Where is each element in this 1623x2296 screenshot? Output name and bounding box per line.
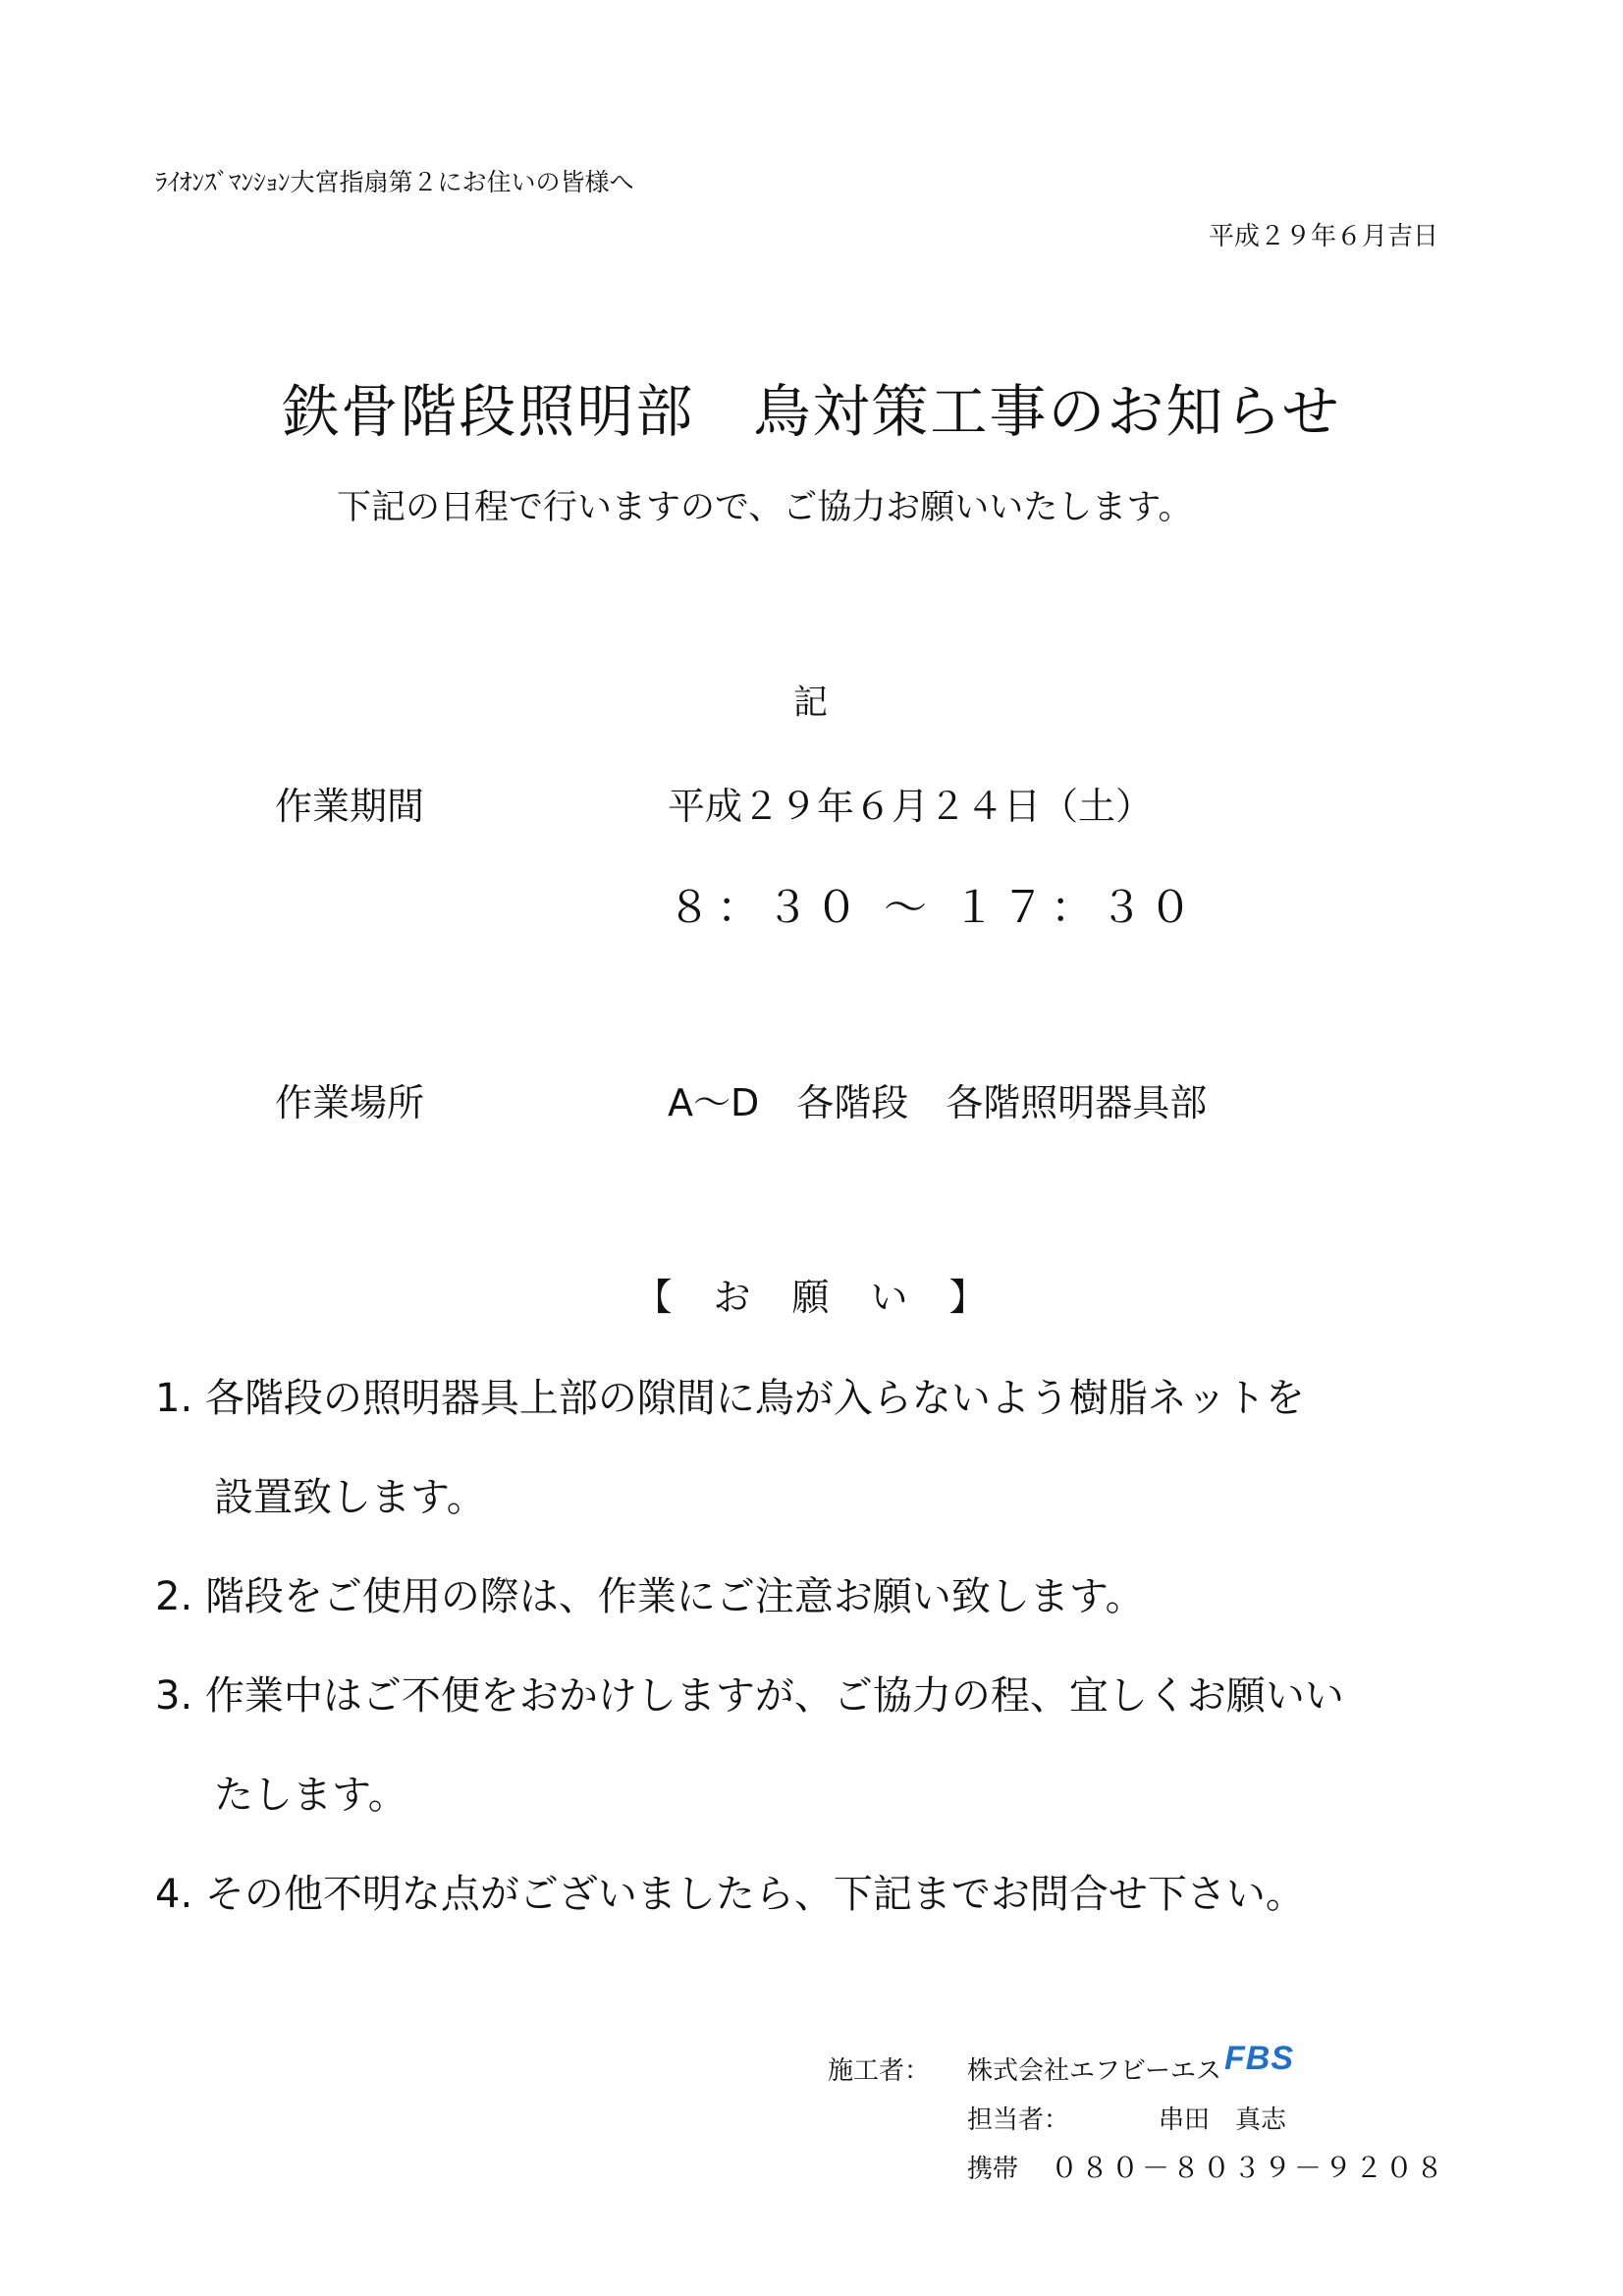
addressee-line: ﾗｲｵﾝｽﾞﾏﾝｼｮﾝ大宮指扇第２にお住いの皆様へ: [155, 168, 634, 196]
requests-heading: 【 お 願 い 】: [634, 1276, 989, 1319]
request-item-2: 2. 階段をご使用の際は、作業にご注意お願い致します。: [155, 1574, 1145, 1619]
intro-text: 下記の日程で行いますので、ご協力お願いいたします。: [337, 488, 1193, 527]
company-name: 株式会社エフビーエス: [967, 2056, 1221, 2086]
work-period-label: 作業期間: [275, 785, 425, 828]
contractor-label: 施工者：: [828, 2056, 931, 2086]
request-item-1: 1. 各階段の照明器具上部の隙間に鳥が入らないよう樹脂ネットを: [155, 1376, 1305, 1421]
mobile-number: ０８０－８０３９－９２０８: [1051, 2152, 1447, 2184]
work-period-date: 平成２９年６月２４日（土）: [668, 785, 1154, 828]
work-period-time: ８：３０ ～ １７：３０: [668, 883, 1198, 933]
work-place-value: A～D 各階段 各階照明器具部: [668, 1081, 1208, 1124]
request-item-3-continued: たします。: [214, 1773, 407, 1818]
fbs-logo: [1220, 2040, 1350, 2075]
request-item-1-continued: 設置致します。: [214, 1475, 486, 1520]
page-title: 鉄骨階段照明部 鳥対策工事のお知らせ: [282, 378, 1341, 445]
person-in-charge-label: 担当者：: [967, 2105, 1070, 2135]
work-place-label: 作業場所: [275, 1081, 425, 1124]
notice-date: 平成２９年６月吉日: [1208, 222, 1438, 251]
request-item-4: 4. その他不明な点がございましたら、下記までお問合せ下さい。: [155, 1872, 1305, 1917]
mobile-label: 携帯: [967, 2155, 1019, 2184]
fbs-logo-text: FBS: [1224, 2040, 1294, 2075]
ki-mark: 記: [793, 683, 829, 723]
request-item-3: 3. 作業中はご不便をおかけしますが、ご協力の程、宜しくお願いい: [155, 1673, 1344, 1719]
person-in-charge-name: 串田 真志: [1159, 2105, 1287, 2135]
